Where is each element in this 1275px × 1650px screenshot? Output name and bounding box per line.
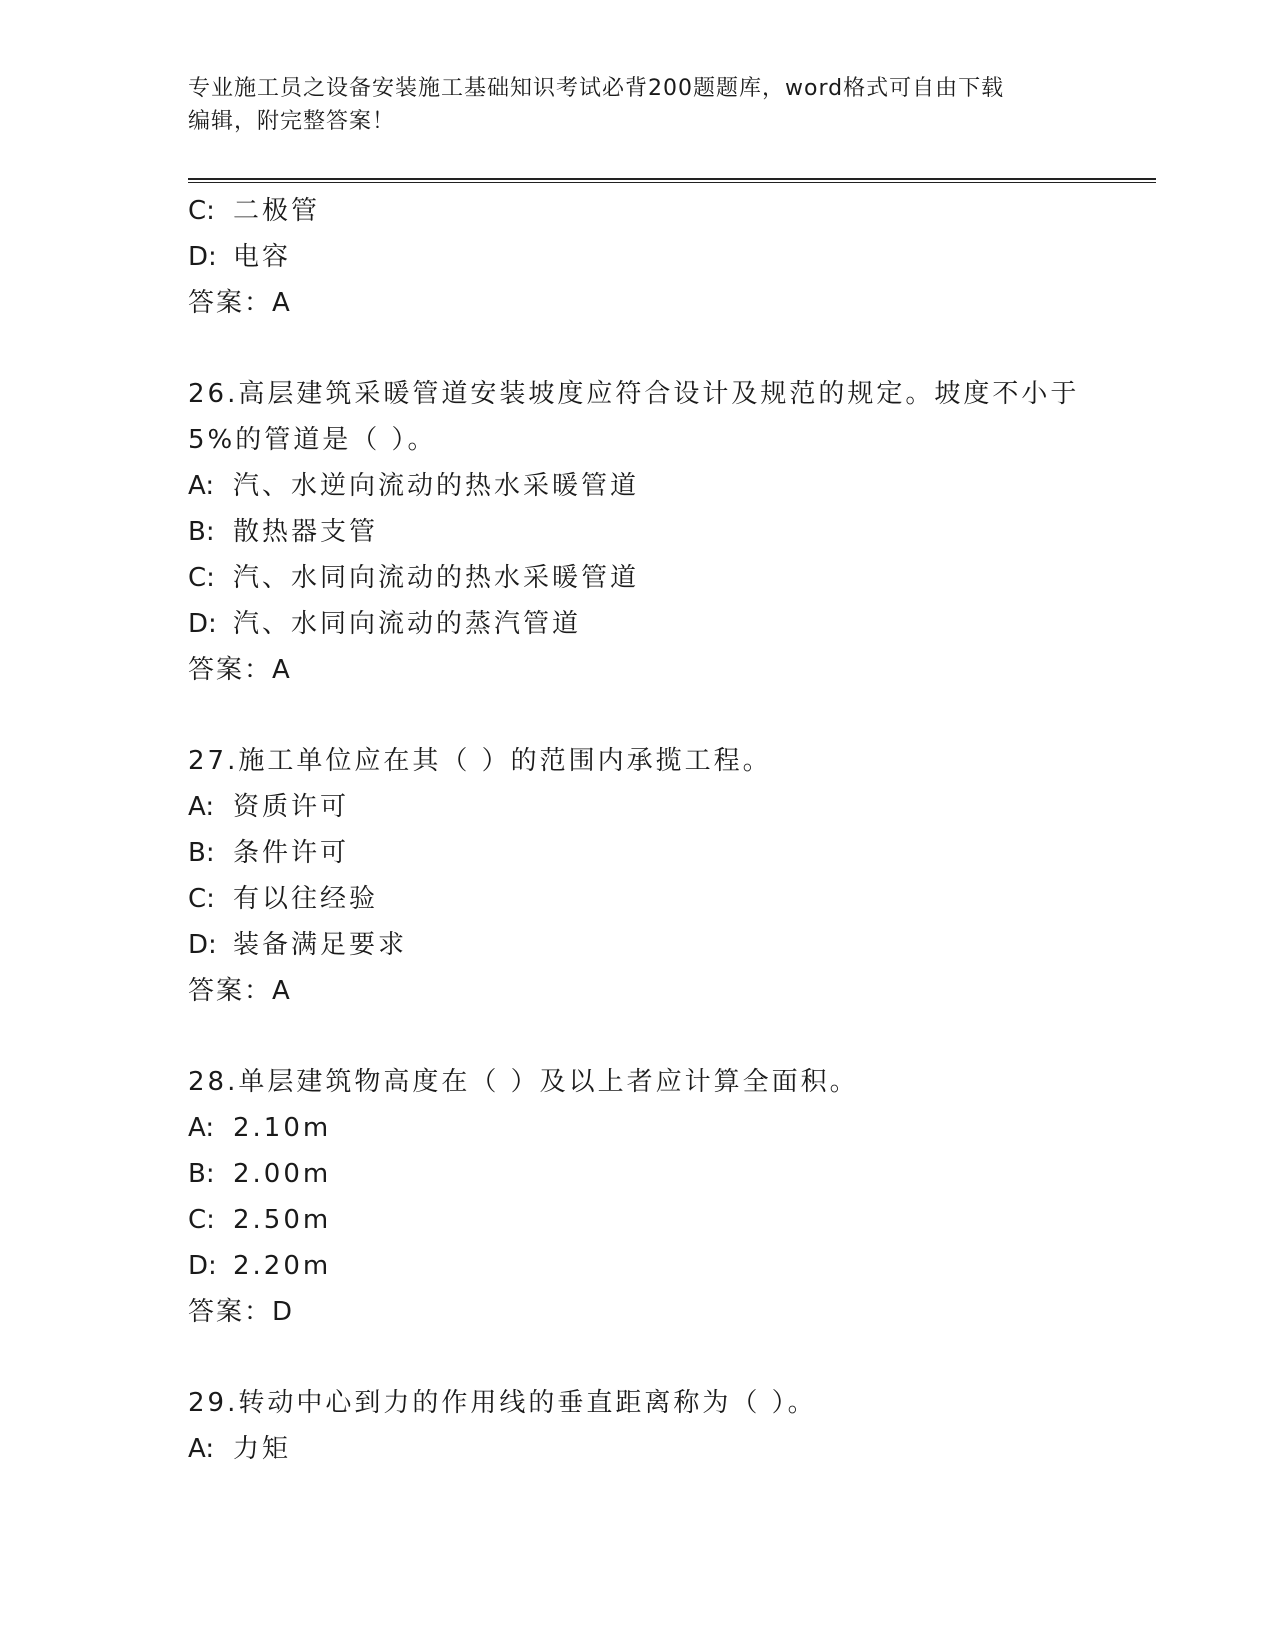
- option-c-text: 汽、水同向流动的热水采暖管道: [233, 563, 640, 593]
- option-d: [188, 601, 1156, 647]
- option-d-text: 电容: [233, 242, 292, 272]
- question-29: [188, 1380, 1156, 1472]
- option-b-text: 条件许可: [233, 838, 350, 868]
- option-a-label: A:: [188, 1434, 215, 1464]
- option-d-label: D:: [188, 242, 217, 272]
- question-25: [188, 188, 1156, 326]
- option-d-text: 2.20m: [233, 1251, 332, 1281]
- option-b-text: 2.00m: [233, 1159, 332, 1189]
- option-a: [188, 1105, 1156, 1151]
- question-stem-line-2: 5%的管道是（ ）。: [188, 425, 437, 455]
- answer: 答案：A: [188, 655, 292, 685]
- question-28: [188, 1059, 1156, 1335]
- option-c-text: 有以往经验: [233, 884, 379, 914]
- option-a-label: A:: [188, 1113, 215, 1143]
- option-b-label: B:: [188, 517, 215, 547]
- option-b-label: B:: [188, 838, 215, 868]
- option-a: [188, 463, 1156, 509]
- option-d-text: 汽、水同向流动的蒸汽管道: [233, 609, 582, 639]
- option-b-label: B:: [188, 1159, 215, 1189]
- question-list: [188, 188, 1156, 1472]
- document-header: [188, 72, 1088, 138]
- question-27: [188, 738, 1156, 1014]
- question-stem-line-1: 28.单层建筑物高度在（ ）及以上者应计算全面积。: [188, 1067, 859, 1097]
- option-d: [188, 1243, 1156, 1289]
- option-c: [188, 876, 1156, 922]
- option-c: [188, 555, 1156, 601]
- option-c: [188, 188, 1156, 234]
- option-b: [188, 830, 1156, 876]
- option-c-label: C:: [188, 196, 215, 226]
- question-26: [188, 371, 1156, 693]
- header-line-2: 编辑，附完整答案！: [188, 109, 396, 134]
- option-d: [188, 922, 1156, 968]
- option-d-label: D:: [188, 1251, 217, 1281]
- option-c-text: 2.50m: [233, 1205, 332, 1235]
- option-b-text: 散热器支管: [233, 517, 379, 547]
- option-d: [188, 234, 1156, 280]
- header-line-1: 专业施工员之设备安装施工基础知识考试必背200题题库，word格式可自由下载: [188, 76, 1005, 101]
- option-a-label: A:: [188, 471, 215, 501]
- header-divider: [188, 178, 1156, 183]
- question-stem-line-1: 29.转动中心到力的作用线的垂直距离称为（ ）。: [188, 1388, 817, 1418]
- answer: 答案：D: [188, 1297, 295, 1327]
- option-a: [188, 784, 1156, 830]
- option-c-label: C:: [188, 1205, 215, 1235]
- option-a-label: A:: [188, 792, 215, 822]
- option-c-text: 二极管: [233, 196, 321, 226]
- option-c-label: C:: [188, 884, 215, 914]
- option-b: [188, 509, 1156, 555]
- option-a-text: 资质许可: [233, 792, 350, 822]
- option-a-text: 2.10m: [233, 1113, 332, 1143]
- option-c: [188, 1197, 1156, 1243]
- option-d-label: D:: [188, 609, 217, 639]
- answer: 答案：A: [188, 288, 292, 318]
- option-d-label: D:: [188, 930, 217, 960]
- option-a-text: 力矩: [233, 1434, 292, 1464]
- option-b: [188, 1151, 1156, 1197]
- question-stem-line-1: 27.施工单位应在其（ ）的范围内承揽工程。: [188, 746, 772, 776]
- option-c-label: C:: [188, 563, 215, 593]
- question-stem-line-1: 26.高层建筑采暖管道安装坡度应符合设计及规范的规定。坡度不小于: [188, 379, 1080, 409]
- answer: 答案：A: [188, 976, 292, 1006]
- option-a-text: 汽、水逆向流动的热水采暖管道: [233, 471, 640, 501]
- option-d-text: 装备满足要求: [233, 930, 408, 960]
- option-a: [188, 1426, 1156, 1472]
